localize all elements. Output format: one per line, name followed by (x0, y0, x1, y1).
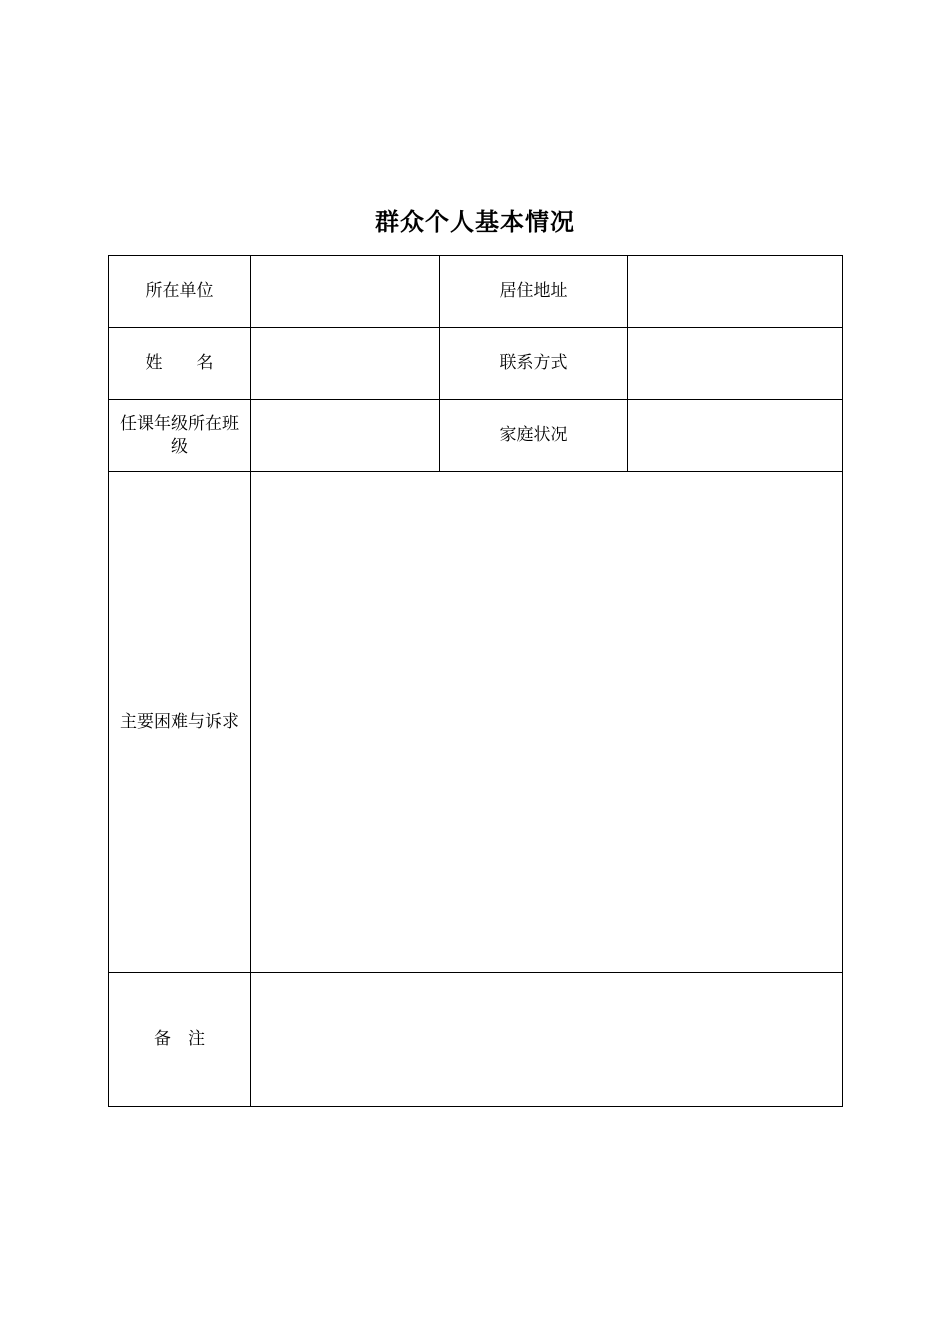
form-row-remarks (109, 973, 843, 1107)
label-unit: 所在单位 (109, 256, 251, 328)
form-row-class (109, 400, 843, 472)
field-remarks[interactable] (251, 973, 843, 1107)
field-family[interactable] (628, 400, 843, 472)
field-address[interactable] (628, 256, 843, 328)
field-contact[interactable] (628, 328, 843, 400)
label-family: 家庭状况 (440, 400, 628, 472)
form-row-name (109, 328, 843, 400)
label-contact: 联系方式 (440, 328, 628, 400)
field-unit[interactable] (251, 256, 440, 328)
field-difficulties[interactable] (251, 472, 843, 973)
form-row-unit (109, 256, 843, 328)
field-name[interactable] (251, 328, 440, 400)
field-class[interactable] (251, 400, 440, 472)
label-class: 任课年级所在班级 (109, 400, 251, 472)
info-form-table (108, 255, 843, 1107)
label-difficulties: 主要困难与诉求 (109, 472, 251, 973)
document-title: 群众个人基本情况 (375, 207, 575, 236)
label-name: 姓 名 (109, 328, 251, 400)
label-remarks: 备 注 (109, 973, 251, 1107)
form-row-difficulties (109, 472, 843, 973)
label-address: 居住地址 (440, 256, 628, 328)
